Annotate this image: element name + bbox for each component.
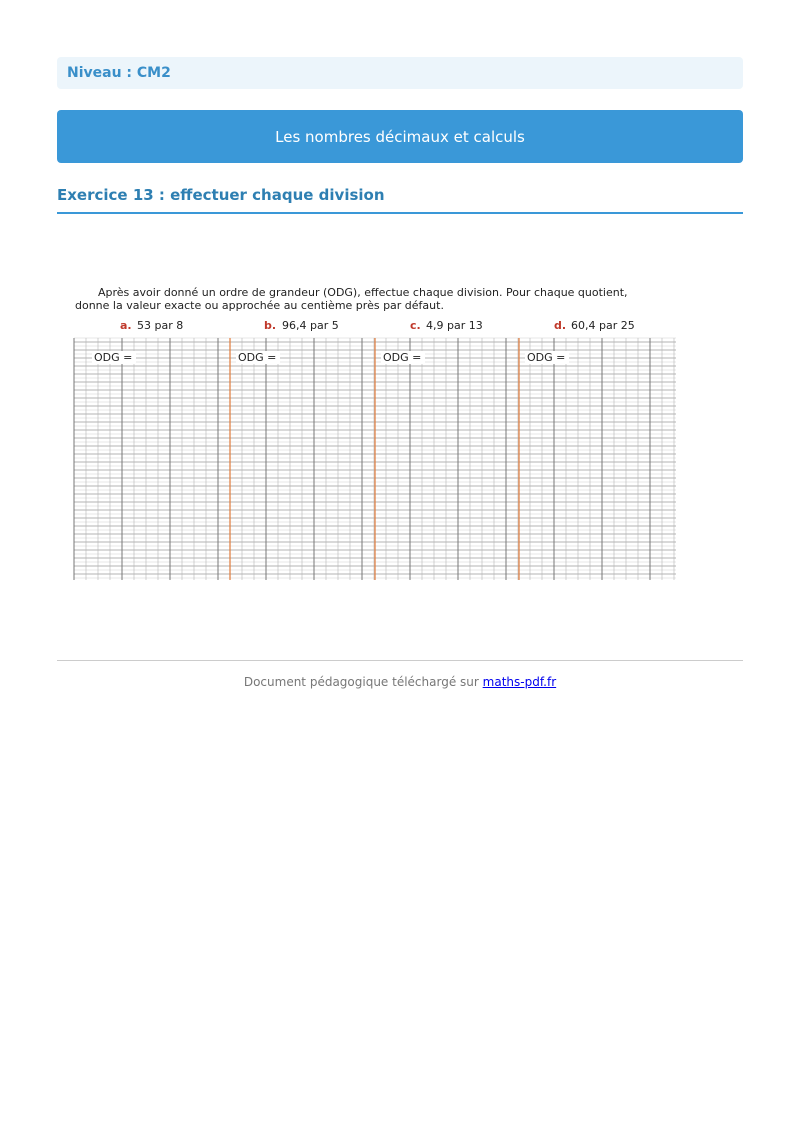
item-b-text: 96,4 par 5 bbox=[282, 319, 339, 332]
instruction-line-2: donne la valeur exacte ou approchée au centième près par défaut. bbox=[75, 299, 444, 312]
footer bbox=[0, 675, 800, 689]
item-a-letter: a. bbox=[120, 319, 132, 332]
item-c-text: 4,9 par 13 bbox=[426, 319, 483, 332]
footer-link[interactable]: maths-pdf.fr bbox=[482, 675, 557, 689]
item-d-text: 60,4 par 25 bbox=[571, 319, 635, 332]
item-a-text: 53 par 8 bbox=[137, 319, 184, 332]
odg-a-label: ODG = bbox=[94, 351, 133, 364]
footer-text: Document pédagogique téléchargé sur bbox=[243, 675, 479, 689]
footer-divider bbox=[57, 660, 743, 661]
topic-banner: Les nombres décimaux et calculs bbox=[57, 110, 743, 163]
instruction-line-1: Après avoir donné un ordre de grandeur (ODG), effectue chaque division. Pour chaque quotient, bbox=[98, 286, 628, 299]
grid-paper bbox=[74, 338, 676, 580]
odg-d-label: ODG = bbox=[527, 351, 566, 364]
odg-b-label: ODG = bbox=[238, 351, 277, 364]
level-box bbox=[57, 57, 743, 89]
level-label: Niveau : CM2 bbox=[67, 65, 171, 81]
exercise-title: Exercice 13 : effectuer chaque division bbox=[57, 186, 385, 204]
odg-c-label: ODG = bbox=[383, 351, 422, 364]
item-c-letter: c. bbox=[410, 319, 421, 332]
worksheet-image bbox=[73, 283, 677, 583]
item-d-letter: d. bbox=[554, 319, 567, 332]
exercise-title-underline bbox=[57, 212, 743, 214]
item-b-letter: b. bbox=[264, 319, 277, 332]
